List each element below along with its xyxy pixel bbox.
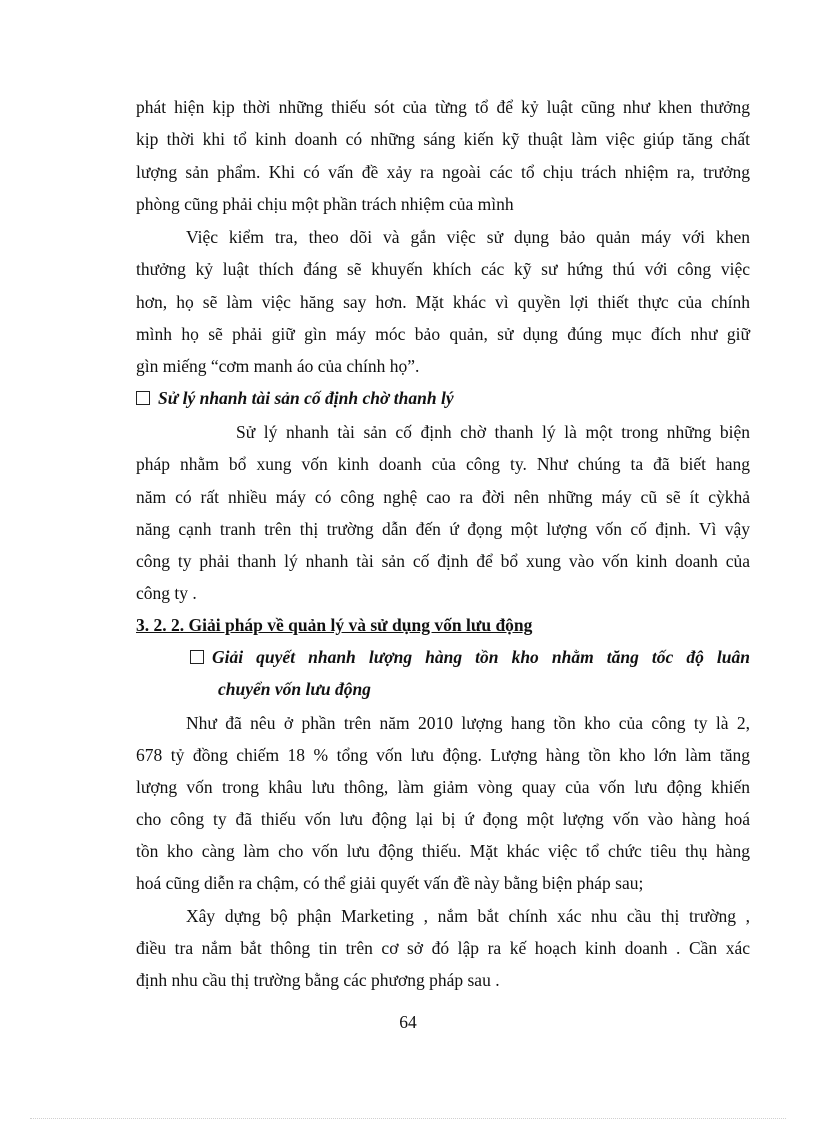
paragraph-line: tồn kho càng làm cho vốn lưu động thiếu. Mặt khác việc tổ chức tiêu thụ hàng <box>136 841 750 861</box>
paragraph-line: định nhu cầu thị trường bằng các phương pháp sau . <box>136 970 500 990</box>
paragraph-line: lượng sản phẩm. Khi có vấn đề xảy ra ngoài các tổ chịu trách nhiệm ra, trưởng <box>136 162 750 182</box>
heading-text: Giải quyết nhanh lượng hàng tồn kho nhằm tăng tốc độ luân <box>212 647 750 667</box>
page-bottom-border <box>30 1118 786 1119</box>
section-heading-continuation: chuyển vốn lưu động <box>218 679 371 699</box>
paragraph-line: Việc kiểm tra, theo dõi và gắn việc sử dụng bảo quản máy với khen <box>186 227 750 247</box>
paragraph-line: cho công ty đã thiếu vốn lưu động lại bị ứ đọng một lượng vốn vào hàng hoá <box>136 809 750 829</box>
paragraph-line: phát hiện kịp thời những thiếu sót của từng tổ để kỷ luật cũng như khen thưởng <box>136 97 750 117</box>
paragraph-line: điều tra nắm bắt thông tin trên cơ sở đó lập ra kế hoạch kinh doanh . Cần xác <box>136 938 750 958</box>
paragraph-line: công ty . <box>136 583 197 603</box>
paragraph-line: mình họ sẽ phải giữ gìn máy móc bảo quản, sử dụng đúng mục đích như giữ <box>136 324 750 344</box>
paragraph-line: pháp nhằm bổ xung vốn kinh doanh của công ty. Như chúng ta đã biết hang <box>136 454 750 474</box>
paragraph-line: phòng cũng phải chịu một phần trách nhiệm của mình <box>136 194 514 214</box>
paragraph-line: năng cạnh tranh trên thị trường dẫn đến ứ đọng một lượng vốn cố định. Vì vậy <box>136 519 750 539</box>
checkbox-bullet-icon <box>136 391 150 405</box>
heading-text: Sử lý nhanh tài sản cố định chờ thanh lý <box>158 388 454 408</box>
section-heading <box>190 646 750 668</box>
paragraph-line: Như đã nêu ở phần trên năm 2010 lượng hang tồn kho của công ty là 2, <box>186 713 750 733</box>
checkbox-bullet-icon <box>190 650 204 664</box>
paragraph-line: hơn, họ sẽ làm việc hăng say hơn. Mặt khác vì quyền lợi thiết thực của chính <box>136 292 750 312</box>
paragraph-line: 678 tỷ đồng chiếm 18 % tổng vốn lưu động. Lượng hàng tồn kho lớn làm tăng <box>136 745 750 765</box>
paragraph-line: kịp thời khi tổ kinh doanh có những sáng kiến kỹ thuật làm việc giúp tăng chất <box>136 129 750 149</box>
paragraph-line: thưởng kỷ luật thích đáng sẽ khuyến khích các kỹ sư hứng thú với công việc <box>136 259 750 279</box>
paragraph-line: Sử lý nhanh tài sản cố định chờ thanh lý là một trong những biện <box>236 422 750 442</box>
paragraph-line: Xây dựng bộ phận Marketing , nắm bắt chính xác nhu cầu thị trường , <box>186 906 750 926</box>
paragraph-line: lượng vốn trong khâu lưu thông, làm giảm vòng quay của vốn lưu động khiến <box>136 777 750 797</box>
paragraph-line: gìn miếng “cơm manh áo của chính họ”. <box>136 356 420 376</box>
paragraph-line: hoá cũng diễn ra chậm, có thể giải quyết vấn đề này bằng biện pháp sau; <box>136 873 644 893</box>
paragraph-line: năm có rất nhiều máy có công nghệ cao ra đời nên những máy cũ sẽ ít cỳkhả <box>136 487 750 507</box>
paragraph-line: công ty phải thanh lý nhanh tài sản cố định để bổ xung vào vốn kinh doanh của <box>136 551 750 571</box>
subsection-heading: 3. 2. 2. Giải pháp về quản lý và sử dụng vốn lưu động <box>136 615 533 635</box>
page-number: 64 <box>399 1012 417 1032</box>
section-heading <box>136 387 750 409</box>
